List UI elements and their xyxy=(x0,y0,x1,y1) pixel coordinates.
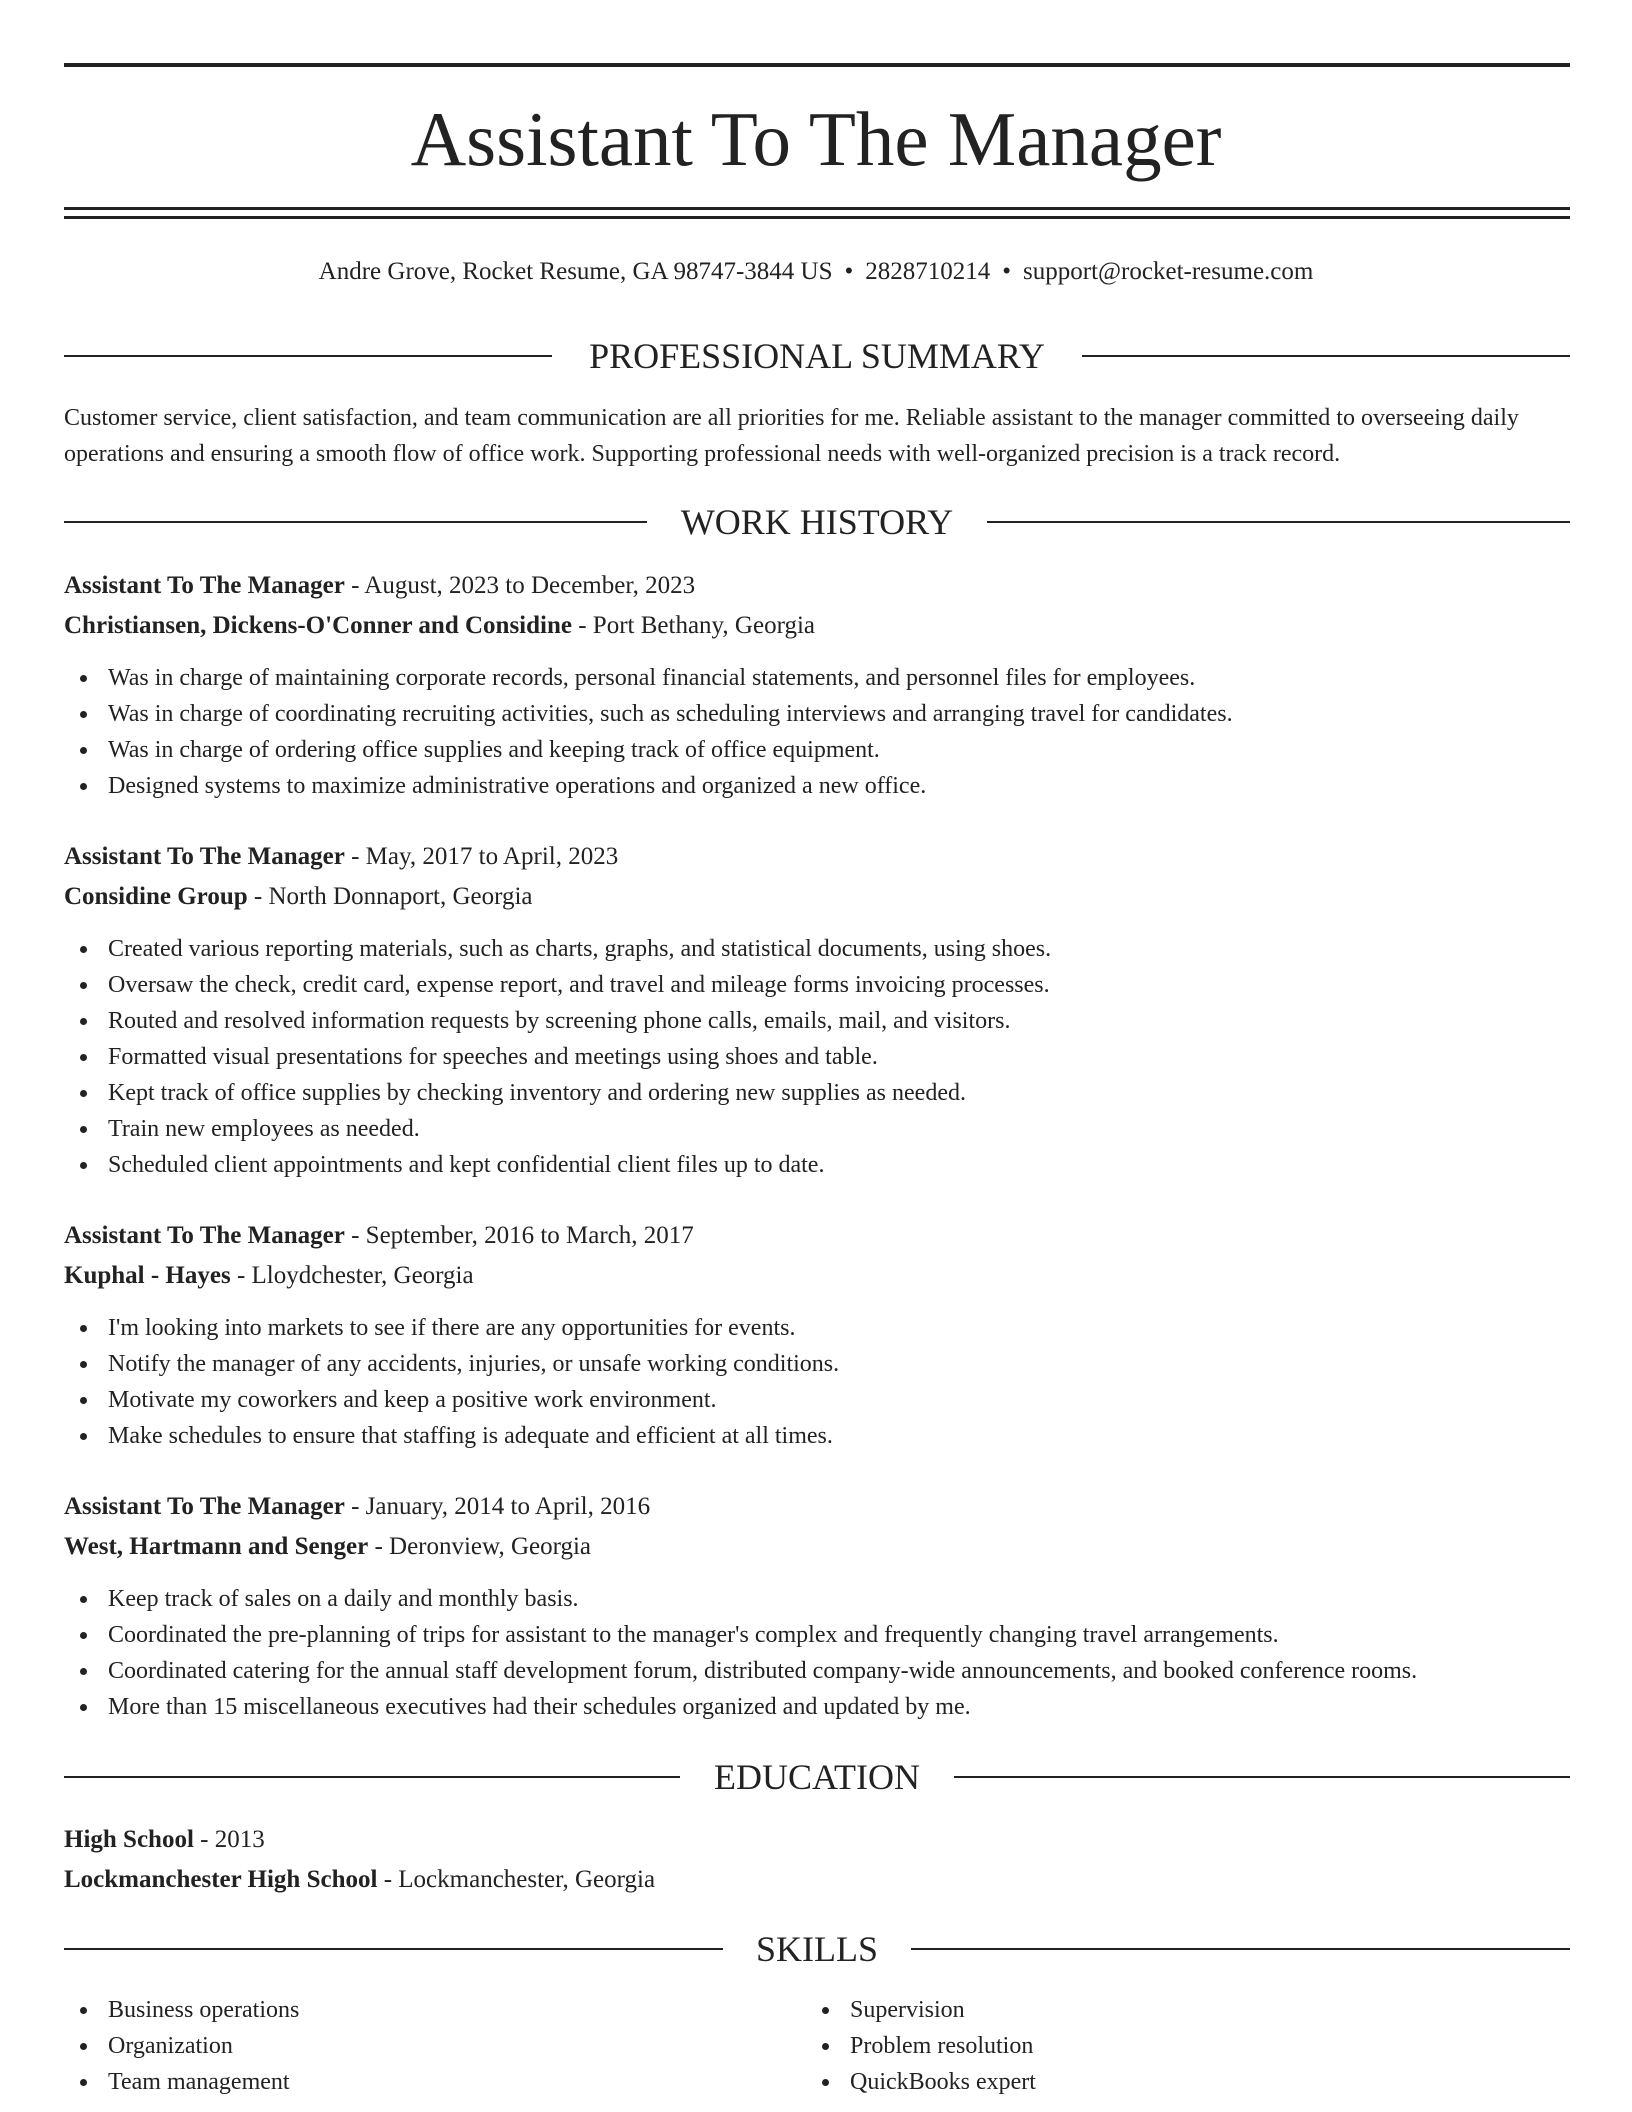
job-company-line xyxy=(64,1256,1570,1296)
job-location: - Lloydchester, Georgia xyxy=(230,1262,474,1289)
job-title-line xyxy=(64,837,1570,877)
job-bullets xyxy=(64,931,1570,1183)
skills-column-left xyxy=(64,1992,299,2100)
contact-separator: • xyxy=(844,258,854,285)
education-entry xyxy=(64,1820,1570,1900)
list-item: Was in charge of coordinating recruiting activities, such as scheduling interviews and arranging travel for candidates. xyxy=(64,696,1570,732)
education-location: - Lockmanchester, Georgia xyxy=(377,1866,656,1893)
job-title: Assistant To The Manager xyxy=(64,572,345,599)
job-dates: - January, 2014 to April, 2016 xyxy=(344,1493,651,1520)
list-item: Was in charge of ordering office supplies and keeping track of office equipment. xyxy=(64,732,1570,768)
skills-column-right xyxy=(806,1992,1036,2100)
job-bullets xyxy=(64,1310,1570,1454)
section-header-skills xyxy=(64,1925,1570,1973)
section-title: WORK HISTORY xyxy=(680,502,954,542)
job-bullets xyxy=(64,660,1570,804)
title-rule-lower xyxy=(64,216,1570,219)
job-entry xyxy=(64,1487,1570,1725)
list-item: Coordinated catering for the annual staff development forum, distributed company-wide announcements, and booked conference rooms. xyxy=(64,1653,1570,1689)
skill-item: Organization xyxy=(64,2028,299,2064)
job-title-line xyxy=(64,1216,1570,1256)
job-location: - North Donnaport, Georgia xyxy=(247,883,533,910)
section-title: EDUCATION xyxy=(714,1757,920,1797)
list-item: Scheduled client appointments and kept confidential client files up to date. xyxy=(64,1147,1570,1183)
title-rule-upper xyxy=(64,207,1570,210)
list-item: Was in charge of maintaining corporate records, personal financial statements, and personnel files for employees. xyxy=(64,660,1570,696)
list-item: More than 15 miscellaneous executives had their schedules organized and updated by me. xyxy=(64,1689,1570,1725)
education-degree: High School xyxy=(64,1826,194,1853)
job-title-line xyxy=(64,566,1570,606)
list-item: Created various reporting materials, such as charts, graphs, and statistical documents, using shoes. xyxy=(64,931,1570,967)
job-title: Assistant To The Manager xyxy=(64,1222,345,1249)
education-school: Lockmanchester High School xyxy=(64,1866,378,1893)
job-dates: - August, 2023 to December, 2023 xyxy=(344,572,696,599)
list-item: Oversaw the check, credit card, expense report, and travel and mileage forms invoicing processes. xyxy=(64,967,1570,1003)
list-item: Formatted visual presentations for speeches and meetings using shoes and table. xyxy=(64,1039,1570,1075)
list-item: Kept track of office supplies by checking inventory and ordering new supplies as needed. xyxy=(64,1075,1570,1111)
contact-email[interactable]: support@rocket-resume.com xyxy=(1023,258,1314,285)
page-title: Assistant To The Manager xyxy=(410,96,1222,182)
skill-item: QuickBooks expert xyxy=(806,2064,1036,2100)
job-location: - Deronview, Georgia xyxy=(368,1533,592,1560)
job-entry xyxy=(64,566,1570,804)
job-title: Assistant To The Manager xyxy=(64,843,345,870)
list-item: I'm looking into markets to see if there are any opportunities for events. xyxy=(64,1310,1570,1346)
skill-item: Problem resolution xyxy=(806,2028,1036,2064)
job-company-line xyxy=(64,606,1570,646)
skill-item: Supervision xyxy=(806,1992,1036,2028)
job-location: - Port Bethany, Georgia xyxy=(571,612,815,639)
job-company-line xyxy=(64,877,1570,917)
contact-separator: • xyxy=(1002,258,1012,285)
list-item: Designed systems to maximize administrative operations and organized a new office. xyxy=(64,768,1570,804)
job-dates: - May, 2017 to April, 2023 xyxy=(344,843,619,870)
skill-item: Business operations xyxy=(64,1992,299,2028)
skill-item: Team management xyxy=(64,2064,299,2100)
list-item: Train new employees as needed. xyxy=(64,1111,1570,1147)
job-company-line xyxy=(64,1527,1570,1567)
job-company: Kuphal - Hayes xyxy=(64,1262,231,1289)
contact-phone[interactable]: 2828710214 xyxy=(865,258,991,285)
section-header-education xyxy=(64,1753,1570,1801)
top-rule xyxy=(64,63,1570,67)
job-company: West, Hartmann and Senger xyxy=(64,1533,369,1560)
job-title: Assistant To The Manager xyxy=(64,1493,345,1520)
job-entry xyxy=(64,1216,1570,1454)
list-item: Keep track of sales on a daily and monthly basis. xyxy=(64,1581,1570,1617)
summary-text: Customer service, client satisfaction, and team communication are all priorities for me. Reliable assistant to the manager committed to overseeing daily operations and ensuring a smooth flow of office work. Supporting professional needs with well-organized precision is a track record. xyxy=(64,405,1519,467)
list-item: Make schedules to ensure that staffing is adequate and efficient at all times. xyxy=(64,1418,1570,1454)
section-header-work-history xyxy=(64,498,1570,546)
education-school-line xyxy=(64,1860,1570,1900)
job-bullets xyxy=(64,1581,1570,1725)
job-title-line xyxy=(64,1487,1570,1527)
list-item: Routed and resolved information requests by screening phone calls, emails, mail, and visitors. xyxy=(64,1003,1570,1039)
education-year: - 2013 xyxy=(193,1826,265,1853)
section-header-summary xyxy=(64,332,1570,380)
job-company: Considine Group xyxy=(64,883,248,910)
job-company: Christiansen, Dickens-O'Conner and Considine xyxy=(64,612,572,639)
contact-address: Andre Grove, Rocket Resume, GA 98747-3844 US xyxy=(318,258,833,285)
list-item: Coordinated the pre-planning of trips for assistant to the manager's complex and frequently changing travel arrangements. xyxy=(64,1617,1570,1653)
list-item: Motivate my coworkers and keep a positive work environment. xyxy=(64,1382,1570,1418)
list-item: Notify the manager of any accidents, injuries, or unsafe working conditions. xyxy=(64,1346,1570,1382)
job-dates: - September, 2016 to March, 2017 xyxy=(344,1222,694,1249)
education-degree-line xyxy=(64,1820,1570,1860)
job-entry xyxy=(64,837,1570,1183)
section-title: PROFESSIONAL SUMMARY xyxy=(589,336,1045,376)
section-title: SKILLS xyxy=(755,1929,878,1969)
contact-line xyxy=(0,256,1632,288)
